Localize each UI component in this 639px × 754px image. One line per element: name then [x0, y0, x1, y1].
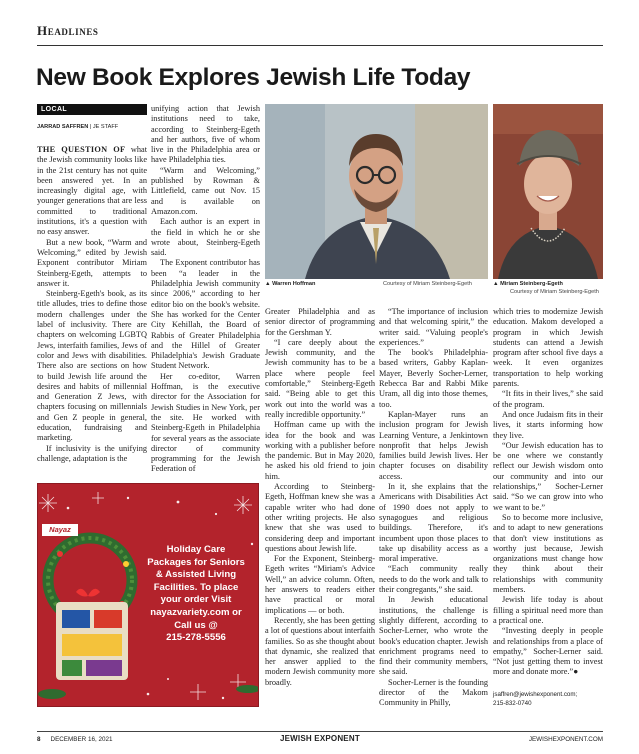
paragraph: Greater Philadelphia and as senior director of programming for the Gershman Y.: [265, 307, 375, 337]
paragraph: The book's Philadelphia-based writers, Gabby Kaplan-Mayer, Beverly Socher-Lerner, Rebecca Bar and Rabbi Mike Uram, all dig into those themes, too.: [379, 348, 488, 409]
caption-hoffman-credit: [383, 281, 472, 287]
ad-line: Call us @: [174, 619, 218, 631]
paragraph: And once Judaism fits in their lives, it starts informing how they live.: [493, 409, 603, 440]
paragraph: In it, she explains that the Americans with Disabilities Act of 1990 does not apply to synagogues and religious buildings. Therefore, it's incumbent upon those places to take up disability access as a moral imperative.: [379, 482, 488, 564]
miriam-steinberg-egeth-photo: [493, 104, 603, 279]
article-column-3: [265, 307, 375, 688]
ad-line: & Assisted Living: [155, 569, 237, 581]
article-column-4: [379, 307, 488, 709]
photo-credit: Courtesy of Miriam Steinberg-Egeth: [510, 289, 599, 295]
paragraph: Socher-Lerner is the founding director of the Makom Community in Philly,: [379, 677, 488, 708]
contact-info: [493, 690, 605, 709]
publication-name: JEWISH EXPONENT: [280, 734, 360, 743]
paragraph: Steinberg-Egeth's book, as its title alludes, tries to define those modern challenges under the label of inclusivity. There are chapters on welcoming LGBTQ Jews, interfaith families, Jews of color and Jews with disabilities. There also are sections on how to build Jewish life around the desires and habits of millennial and Generation Z Jews, with chapters focusing on millennials and Gen Z people in general, education, fundraising and marketing.: [37, 289, 147, 443]
local-tag: LOCAL: [37, 104, 147, 115]
ad-url[interactable]: nayazvariety.com or: [150, 606, 242, 618]
paragraph: In Jewish educational institutions, the challenge is slightly different, according to Socher-Lerner, who wrote the book's education chapter. Jewish enrichment programs need to find their community members, she said.: [379, 595, 488, 677]
paragraph: which tries to modernize Jewish education. Makom developed a program in which Jewish students can attend a Jewish program after school five days a week. It even organizes transportation to help working parents.: [493, 307, 603, 389]
issue-date: DECEMBER 16, 2021: [50, 736, 113, 743]
nayaz-logo: Nayaz: [42, 524, 78, 536]
closing-quote: “Investing deeply in people and relationships from a place of empathy,” Socher-Lerner said. “Not just getting them to invest more and donate more.”: [493, 626, 603, 677]
paragraph: “Our Jewish education has to be one where we constantly reflect our Jewish wisdom onto our community and into our relationships,” Socher-Lerner said. “So we can grow into who we want to be.”: [493, 440, 603, 512]
byline-role: | JE STAFF: [88, 124, 119, 130]
paragraph: For the Exponent, Steinberg-Egeth writes “Miriam's Advice Well,” an advice column. Often, her answers to readers either have practical or moral implications — or both.: [265, 554, 375, 615]
warren-hoffman-photo: [265, 104, 488, 279]
paragraph: “The importance of inclusion and that welcoming spirit,” the writer said. “Valuing people's experiences.”: [379, 307, 488, 347]
byline: [37, 124, 118, 130]
page-number: 8: [37, 736, 41, 743]
caption-hoffman: ▲ Warren Hoffman: [265, 281, 316, 287]
paragraph: Hoffman came up with the idea for the book and was working with a publisher before the pandemic. But in May 2020, he asked his old friend to join him.: [265, 420, 375, 481]
footer-page-info: [37, 736, 112, 743]
byline-name: JARRAD SAFFREN: [37, 124, 89, 130]
paragraph: “I care deeply about the Jewish community, and the Jewish community has to be a place where people feel comfortable,” Steinberg-Egeth said. “Being able to get this work out into the world was a really incredible opportunity.”: [265, 337, 375, 419]
ad-line: Holiday Care: [166, 544, 226, 555]
lead-paragraph: [37, 145, 147, 238]
paragraph: Kaplan-Mayer runs an inclusion program for Jewish Learning Venture, a Jenkintown nonprofit that helps Jewish families build Jewish lives. Her chapter focuses on disability access.: [379, 409, 488, 481]
caption-steinberg-credit: [510, 289, 599, 295]
footer-divider: [37, 731, 603, 732]
article-column-5: [493, 307, 603, 678]
lead-rest: what the Jewish community looks like in the 21st century has not quite been answered yet. In an increasingly digital age, with younger generations that are less committed to traditional institutions, it's a question with no easy answer.: [37, 145, 147, 237]
paragraph: Each author is an expert in the field in which he or she wrote about, Steinberg-Egeth said.: [151, 217, 260, 258]
website[interactable]: JEWISHEXPONENT.COM: [528, 736, 603, 743]
article-column-1: [37, 145, 147, 464]
paragraph: But a new book, “Warm and Welcoming,” edited by Jewish Exponent contributor Miriam Steinberg-Egeth, attempts to answer it.: [37, 237, 147, 288]
portrait-illustration: [493, 104, 603, 279]
paragraph: [493, 626, 603, 677]
paragraph: Recently, she has been getting a lot of questions about interfaith families. So as she thought about that dynamic, she realized that her answer applied to the modern Jewish community more broadly.: [265, 615, 375, 687]
portrait-illustration: [265, 104, 488, 279]
section-title: Headlines: [37, 23, 99, 38]
caption-steinberg: ▲ Miriam Steinberg-Egeth: [493, 281, 563, 287]
paragraph: If inclusivity is the unifying challenge, adaptation is the: [37, 443, 147, 463]
ad-line: Packages for Seniors: [147, 556, 245, 568]
ad-phone: 215-278-5556: [166, 632, 226, 644]
caption-name: Miriam Steinberg-Egeth: [500, 281, 563, 287]
paragraph: According to Steinberg-Egeth, Hoffman knew she was a capable writer who had done other writing projects. He also knew that she was used to considering deep and important questions about Jewish life.: [265, 482, 375, 553]
article-column-2: [151, 104, 260, 475]
ad-copy: [135, 544, 257, 645]
ad-line: Facilities. To place: [153, 581, 239, 593]
ad-line: your order Visit: [160, 594, 232, 606]
section-header: [37, 22, 603, 46]
paragraph: “It fits in their lives,” she said of the program.: [493, 389, 603, 409]
contact-phone: 215-832-0740: [493, 700, 532, 708]
lead-caps: THE QUESTION OF: [37, 145, 126, 154]
article-headline: New Book Explores Jewish Life Today: [36, 64, 471, 91]
paragraph: The Exponent contributor has been “a leader in the Philadelphia Jewish community since 2006,” according to her editor bio on the book's website. She has worked for the Center City Kehillah, the Board of Rabbis of Greater Philadelphia and the Hillel of Greater Philadelphia's Jewish Graduate Student Network.: [151, 258, 260, 371]
paragraph: unifying action that Jewish institutions need to take, according to Steinberg-Egeth and her authors, five of whom live in the Philadelphia area or have Philadelphia ties.: [151, 104, 260, 165]
contact-email[interactable]: jsaffren@jewishexponent.com;: [493, 691, 578, 698]
paragraph: “Each community really needs to do the work and talk to their congregants,” she said.: [379, 564, 488, 595]
photo-credit: Courtesy of Miriam Steinberg-Egeth: [383, 281, 472, 287]
end-mark-icon: ●: [573, 667, 579, 677]
paragraph: So to become more inclusive, and to adapt to new generations that don't view institutions as worthy just because, Jewish organizations must change how they think about their relationships with community members.: [493, 512, 603, 595]
holiday-care-advertisement[interactable]: [37, 483, 259, 707]
paragraph: Jewish life today is about filling a spiritual need more than a practical one.: [493, 595, 603, 625]
caption-name: Warren Hoffman: [272, 281, 316, 287]
paragraph: “Warm and Welcoming,” published by Rowman & Littlefield, came out Nov. 15 and is available on Amazon.com.: [151, 165, 260, 216]
paragraph: Her co-editor, Warren Hoffman, is the executive director for the Association for Jewish Studies in New York, per the site. He worked with Steinberg-Egeth in Philadelphia for several years as the associate director of community programming for the Jewish Federation of: [151, 371, 260, 474]
